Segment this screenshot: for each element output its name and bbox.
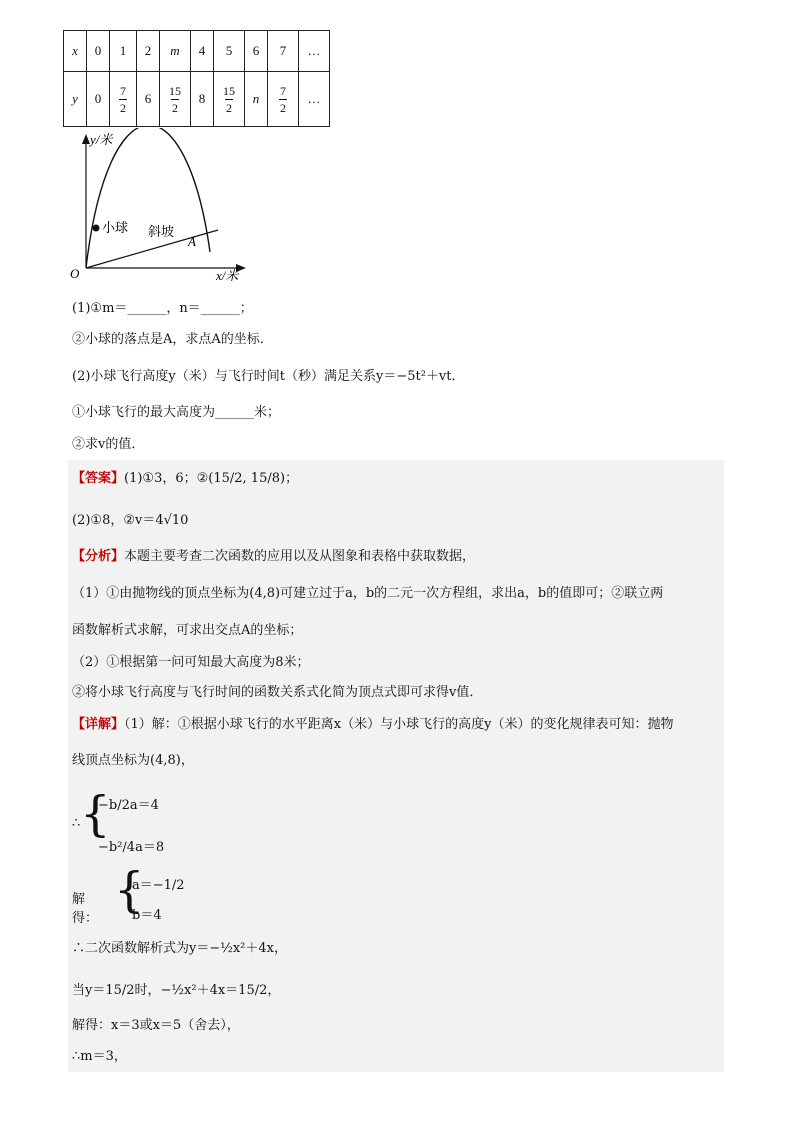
- question-1-2: ②小球的落点是A，求点A的坐标．: [72, 332, 273, 347]
- analysis-2: （2）①根据第一问可知最大高度为8米；: [72, 655, 310, 670]
- table-header-cell: m: [160, 31, 191, 72]
- x-axis-label: x/米: [216, 268, 239, 283]
- table-row-label: y: [64, 72, 87, 127]
- origin-label: O: [70, 266, 80, 281]
- table-header-cell: 6: [245, 31, 268, 72]
- ball-label: 小球: [102, 221, 129, 236]
- table-cell: 8: [191, 72, 214, 127]
- value-table: [63, 30, 330, 127]
- analysis-1b: 函数解析式求解，可求出交点A的坐标；: [72, 623, 303, 638]
- table-header-cell: 5: [214, 31, 245, 72]
- fraction: $\frac{7}{2}$: [280, 83, 286, 115]
- question-2-2: ②求v的值．: [72, 437, 145, 452]
- table-header-cell: x: [64, 31, 87, 72]
- y-axis-arrow: [82, 134, 90, 144]
- fraction: $\frac{15}{2}$: [169, 83, 181, 115]
- table-cell: 0: [87, 72, 110, 127]
- analysis-1: （1）①由抛物线的顶点坐标为(4,8)可建立过于a，b的二元一次方程组，求出a，b的值即可；②联立两: [72, 586, 664, 601]
- table-header-cell: 2: [137, 31, 160, 72]
- table-header-cell: 4: [191, 31, 214, 72]
- detail-4: 当y＝15/2时，−½x²＋4x＝15/2，: [72, 983, 281, 998]
- answer-1: 【答案】(1)①3，6；②(15/2, 15/8)；: [72, 471, 299, 486]
- point-a-label: A: [188, 234, 196, 249]
- detail-1b: 线顶点坐标为(4,8)，: [72, 753, 194, 768]
- detail-line: 【详解】（1）解：①根据小球飞行的水平距离x（米）与小球飞行的高度y（米）的变化规律表可知：抛物: [72, 717, 674, 732]
- fraction: $\frac{7}{2}$: [120, 83, 126, 115]
- detail-5: 解得：x＝3或x＝5（舍去），: [72, 1018, 240, 1033]
- analysis-2b: ②将小球飞行高度与飞行时间的函数关系式化简为顶点式即可求得v值．: [72, 685, 483, 700]
- table-cell: n: [245, 72, 268, 127]
- table-cell: [110, 72, 137, 127]
- table-header-cell: 7: [268, 31, 299, 72]
- parabola-figure: [60, 128, 260, 288]
- table-cell: [214, 72, 245, 127]
- table-cell: [160, 72, 191, 127]
- fraction: $\frac{15}{2}$: [223, 83, 235, 115]
- table-cell: …: [299, 72, 330, 127]
- answer-2: (2)①8，②v＝4√10: [72, 513, 189, 528]
- question-2: (2)小球飞行高度y（米）与飞行时间t（秒）满足关系y＝−5t²＋vt．: [72, 369, 465, 384]
- ball-dot: [93, 225, 100, 232]
- analysis-line: 【分析】本题主要考查二次函数的应用以及从图象和表格中获取数据，: [72, 549, 476, 564]
- table-cell: [268, 72, 299, 127]
- table-header-cell: 0: [87, 31, 110, 72]
- question-1-1: (1)①m＝______，n＝______；: [72, 301, 253, 316]
- table-header-cell: 1: [110, 31, 137, 72]
- question-2-1: ①小球飞行的最大高度为______米；: [72, 405, 281, 420]
- slope-label: 斜坡: [148, 225, 175, 240]
- table-header-cell: …: [299, 31, 330, 72]
- detail-6: ∴m＝3，: [72, 1049, 127, 1064]
- y-axis-label: y/米: [90, 132, 113, 147]
- table-cell: 6: [137, 72, 160, 127]
- detail-3: ∴二次函数解析式为y＝−½x²＋4x，: [72, 941, 287, 956]
